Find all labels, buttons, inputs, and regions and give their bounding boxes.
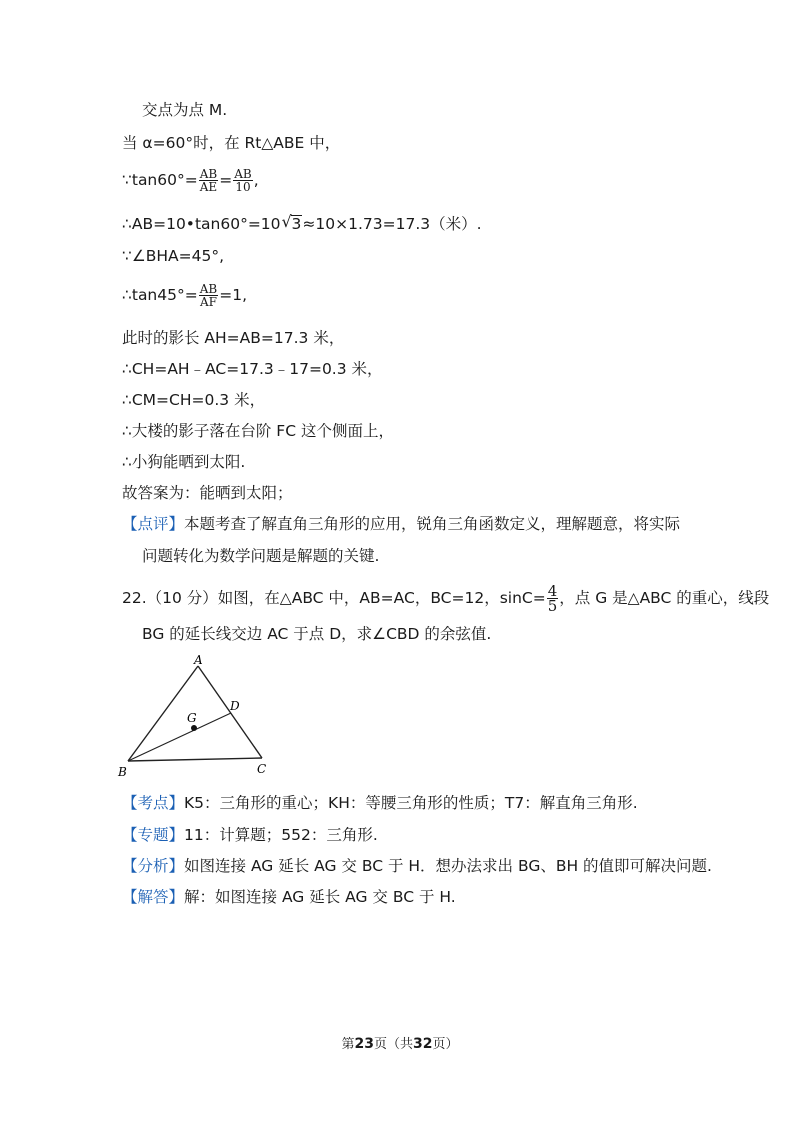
sqrt: √ 3 xyxy=(281,212,302,233)
formula-line: ∴AB=10•tan60°=10 √ 3≈10×1.73=17.3（米）. xyxy=(122,212,482,233)
label-b: B xyxy=(118,765,127,779)
fraction: $\frac{AB}{AE}$ xyxy=(199,167,218,194)
text-line: ∴小狗能晒到太阳. xyxy=(122,453,246,471)
formula-line: ∵tan60°= $\frac{AB}{AE}$ = $\frac{AB}{10}$ , xyxy=(122,167,259,194)
label-d: D xyxy=(230,699,240,713)
fraction: $\frac{4}{5}$ xyxy=(547,582,558,615)
text-line: 问题转化为数学问题是解题的关键. xyxy=(142,547,380,565)
text: ∵tan60°= xyxy=(122,171,198,189)
text-line: ∴CM=CH=0.3 米， xyxy=(122,391,266,409)
label-c: C xyxy=(257,762,267,776)
page-total: 32 xyxy=(413,1036,433,1052)
label-a: A xyxy=(194,653,203,667)
centroid-point xyxy=(191,725,197,731)
meta-line: 【解答】解：如图连接 AG 延长 AG 交 BC 于 H. xyxy=(122,888,456,906)
text-line: 此时的影长 AH=AB=17.3 米， xyxy=(122,329,345,347)
fraction: $\frac{AB}{AF}$ xyxy=(199,282,218,309)
page-footer: 第23页（共32页） xyxy=(341,1036,459,1052)
question-line: 22.（10 分）如图，在△ABC 中，AB=AC，BC=12，sinC= $\frac{4}{5}$ ，点 G 是△ABC 的重心，线段 xyxy=(122,582,770,615)
text-line: ∴CH=AH﹣AC=17.3﹣17=0.3 米， xyxy=(122,360,383,378)
text-line: 交点为点 M. xyxy=(142,101,228,119)
meta-tag: 【解答】 xyxy=(122,888,185,906)
meta-tag: 【考点】 xyxy=(122,794,185,812)
triangle-figure xyxy=(112,648,282,783)
meta-line: 【考点】K5：三角形的重心；KH：等腰三角形的性质；T7：解直角三角形. xyxy=(122,794,638,812)
formula-line: ∴tan45°= $\frac{AB}{AF}$ =1, xyxy=(122,282,247,309)
meta-tag: 【分析】 xyxy=(122,857,185,875)
text-line: BG 的延长线交边 AC 于点 D，求∠CBD 的余弦值. xyxy=(142,625,492,643)
text-line: 当 α=60°时，在 Rt△ABE 中， xyxy=(122,134,341,152)
meta-line: 【专题】11：计算题；552：三角形. xyxy=(122,826,378,844)
comment-line: 【点评】本题考查了解直角三角形的应用，锐角三角函数定义，理解题意，将实际 xyxy=(122,515,681,533)
text-line: ∴大楼的影子落在台阶 FC 这个侧面上， xyxy=(122,422,394,440)
label-g: G xyxy=(187,711,197,725)
fraction: $\frac{AB}{10}$ xyxy=(234,167,252,194)
text-line: 故答案为：能晒到太阳； xyxy=(122,484,293,502)
meta-line: 【分析】如图连接 AG 延长 AG 交 BC 于 H．想办法求出 BG、BH 的值即可解决问题. xyxy=(122,857,712,875)
comment-tag: 【点评】 xyxy=(122,515,185,533)
meta-tag: 【专题】 xyxy=(122,826,185,844)
text-line: ∵∠BHA=45°, xyxy=(122,247,225,265)
page-number: 23 xyxy=(354,1036,374,1052)
